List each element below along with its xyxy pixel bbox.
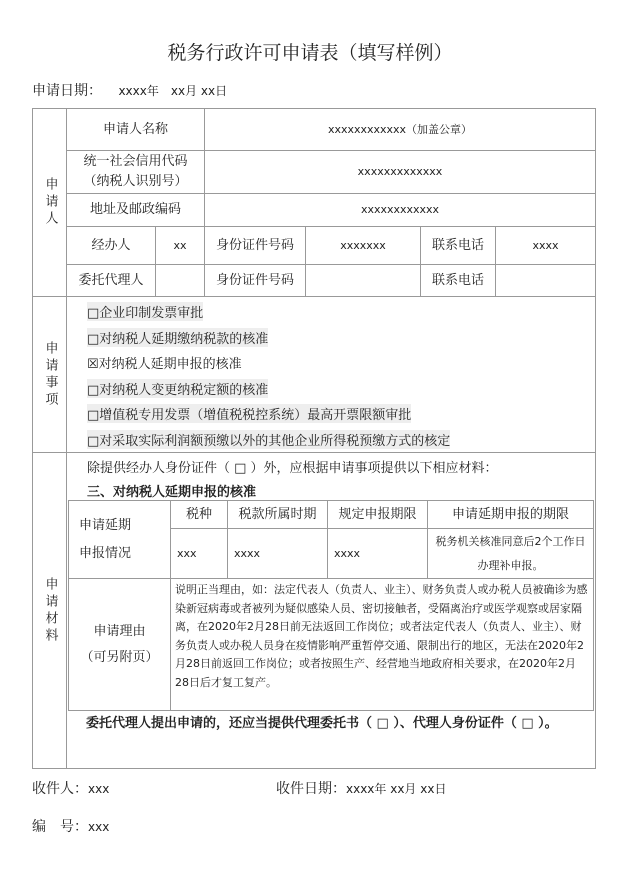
delay-label-1: 申请延期 xyxy=(79,517,132,533)
agent-label: 委托代理人 xyxy=(66,264,156,297)
header-tax-period: 税款所属时期 xyxy=(227,500,328,529)
reason-label xyxy=(68,578,171,711)
materials-heading: 三、对纳税人延期申报的核准 xyxy=(87,485,257,500)
apply-date-value: xxxx年 xx月 xx日 xyxy=(118,84,228,98)
serial-number-value: xxx xyxy=(88,820,110,834)
applicant-name-value[interactable]: xxxxxxxxxxxx（加盖公章） xyxy=(204,108,596,151)
agent-phone-label: 联系电话 xyxy=(420,264,496,297)
address-value[interactable]: xxxxxxxxxxxx xyxy=(204,193,596,227)
section-applicant: 申请人 xyxy=(32,108,67,297)
delay-label xyxy=(68,500,171,579)
header-deadline: 规定申报期限 xyxy=(327,500,428,529)
agent-phone-value[interactable] xyxy=(495,264,596,297)
credit-code-label-2: （纳税人识别号） xyxy=(83,174,188,189)
serial-number-label: 编 号： xyxy=(32,819,88,835)
delay-label-2: 申报情况 xyxy=(79,545,132,561)
section-matters: 申请事项 xyxy=(32,296,67,453)
matter-item[interactable]: □对纳税人延期缴纳税款的核准 xyxy=(87,328,268,347)
agent-id-label: 身份证件号码 xyxy=(204,264,306,297)
agent-value[interactable] xyxy=(155,264,205,297)
value-deadline[interactable]: xxxx xyxy=(327,528,428,579)
matter-item[interactable]: □对采取实际利润额预缴以外的其他企业所得税预缴方式的核定 xyxy=(87,430,450,449)
reason-text[interactable]: 说明正当理由，如：法定代表人（负责人、业主）、财务负责人或办税人员被确诊为感染新冠病毒或者被列为疑似感染人员、密切接触者，受隔离治疗或医学观察或居家隔离，在2020年2月28日前无法返回工作岗位；或者法定代表人（负责人、业主）、财务负责人或办税人员身在疫情影响严重暂停交通、限制出行的地区，无法在2020年2月28日前返回工作岗位；或者按照生产、经营地当地政府相关要求，在2020年2月28日后才复工复产。 xyxy=(170,578,594,711)
apply-date-label: 申请日期： xyxy=(32,83,102,99)
matter-item[interactable]: □企业印制发票审批 xyxy=(87,302,203,321)
handler-value[interactable]: xx xyxy=(155,226,205,265)
receive-date xyxy=(276,778,446,798)
handler-id-label: 身份证件号码 xyxy=(204,226,306,265)
section-materials: 申请材料 xyxy=(32,452,67,769)
materials-intro: 除提供经办人身份证件（ □ ）外，应根据申请事项提供以下相应材料： xyxy=(87,461,498,476)
receive-date-value: xxxx年 xx月 xx日 xyxy=(346,782,447,796)
credit-code-value[interactable]: xxxxxxxxxxxxx xyxy=(204,150,596,194)
applicant-name-label: 申请人名称 xyxy=(66,108,205,151)
address-label: 地址及邮政编码 xyxy=(66,193,205,227)
agent-note: 委托代理人提出申请的，还应当提供代理委托书（ □ ）、代理人身份证件（ □ ）。 xyxy=(86,716,558,731)
serial-number xyxy=(32,816,109,836)
handler-label: 经办人 xyxy=(66,226,156,265)
header-extended-deadline: 申请延期申报的期限 xyxy=(427,500,594,529)
matter-item-checked[interactable]: ☒对纳税人延期申报的核准 xyxy=(87,357,242,372)
value-tax-period[interactable]: xxxx xyxy=(227,528,328,579)
handler-id-value[interactable]: xxxxxxx xyxy=(305,226,421,265)
header-tax-type: 税种 xyxy=(170,500,228,529)
agent-id-value[interactable] xyxy=(305,264,421,297)
handler-phone-value[interactable]: xxxx xyxy=(495,226,596,265)
credit-code-label xyxy=(66,150,205,194)
reason-label-main: 申请理由 xyxy=(93,623,146,639)
matter-item[interactable]: □增值税专用发票（增值税税控系统）最高开票限额审批 xyxy=(87,404,411,423)
receiver-value: xxx xyxy=(88,782,110,796)
reason-label-sub: （可另附页） xyxy=(80,649,159,665)
matter-item[interactable]: □对纳税人变更纳税定额的核准 xyxy=(87,379,268,398)
apply-date xyxy=(32,80,227,100)
page-title: 税务行政许可申请表（填写样例） xyxy=(167,42,453,64)
value-tax-type[interactable]: xxx xyxy=(170,528,228,579)
receiver-label: 收件人： xyxy=(32,781,88,797)
receive-date-label: 收件日期： xyxy=(276,781,346,797)
value-extended-deadline[interactable]: 税务机关核准同意后2个工作日办理补申报。 xyxy=(427,528,594,579)
receiver xyxy=(32,778,109,798)
handler-phone-label: 联系电话 xyxy=(420,226,496,265)
credit-code-label-1: 统一社会信用代码 xyxy=(83,154,188,169)
